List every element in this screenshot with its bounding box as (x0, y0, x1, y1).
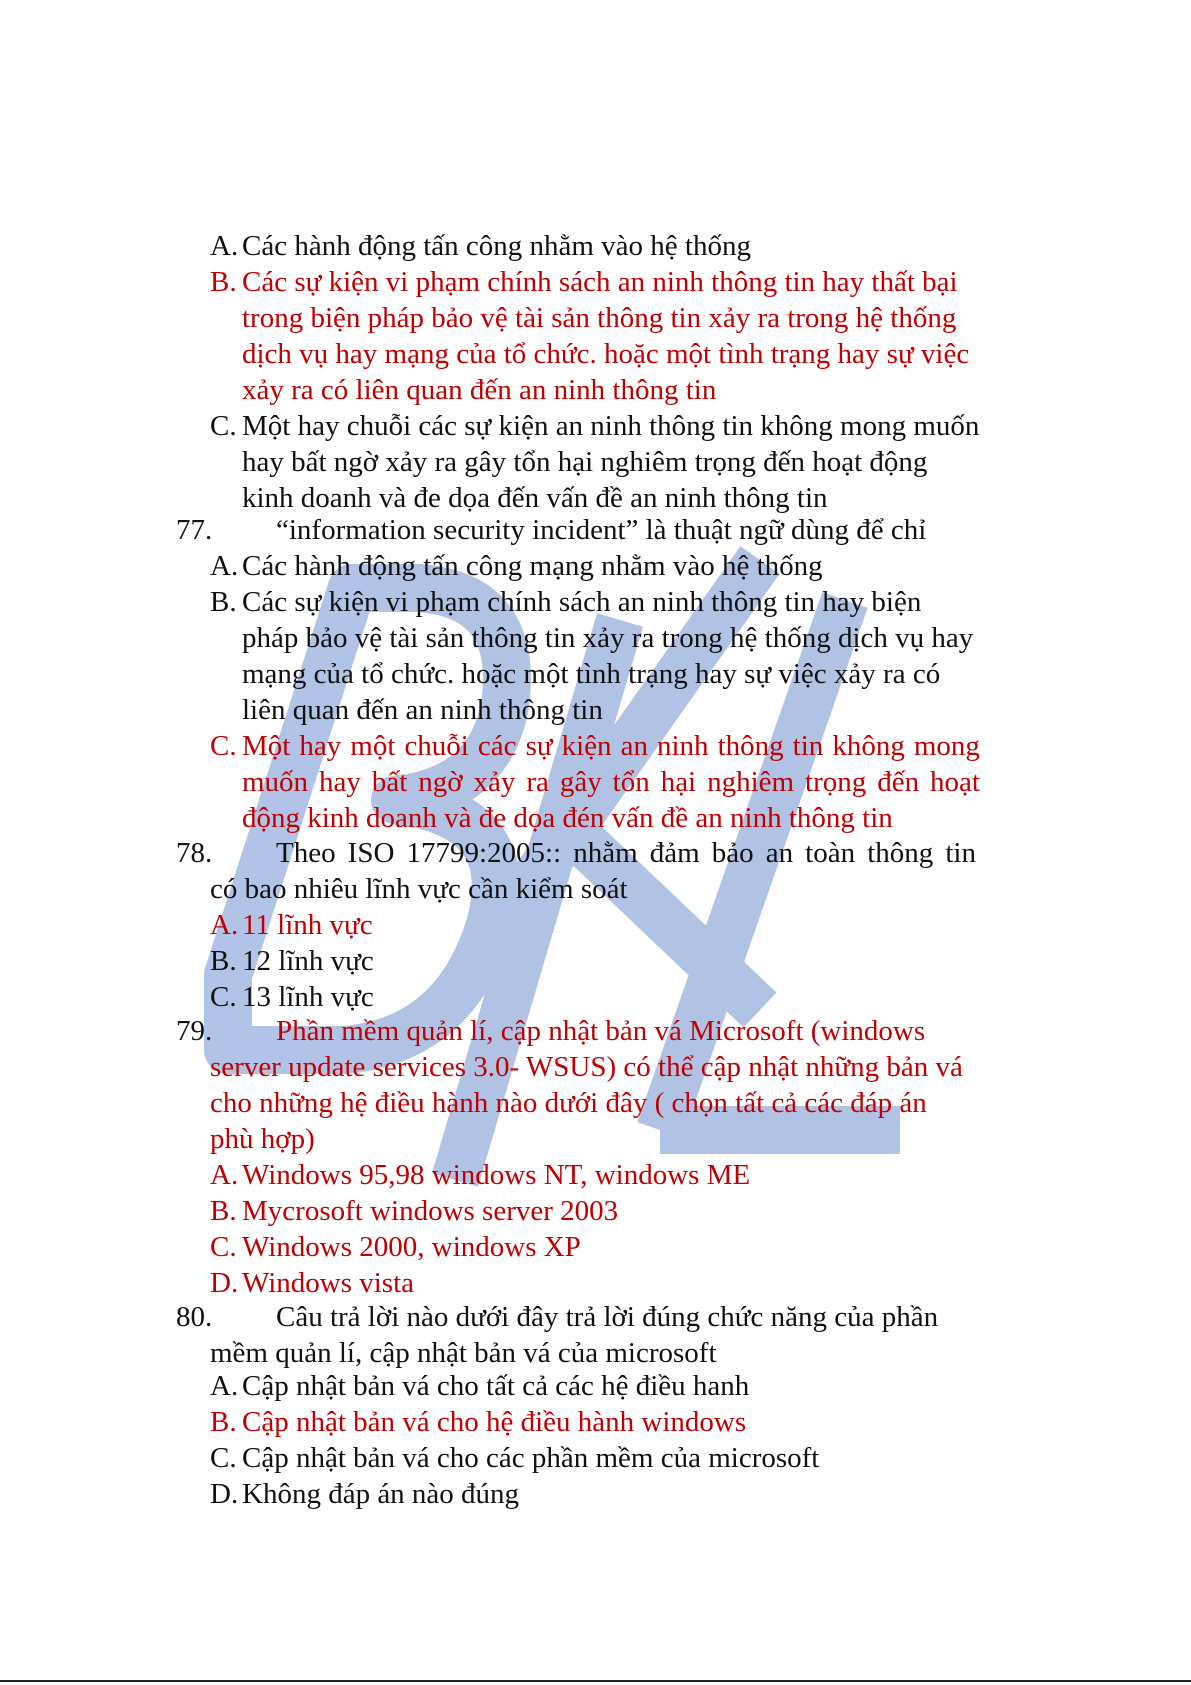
option-text-line: Mycrosoft windows server 2003 (242, 1195, 619, 1227)
option-text-line: dịch vụ hay mạng của tổ chức. hoặc một tình trạng hay sự việc (242, 338, 970, 370)
option-label: C. (210, 1231, 237, 1263)
option-text-line: kinh doanh và đe dọa đến vấn đề an ninh thông tin (242, 482, 828, 514)
option-text-line: 13 lĩnh vực (242, 981, 374, 1013)
option-label: B. (210, 1406, 237, 1438)
question-text-line: phù hợp) (210, 1123, 315, 1155)
question-number: 79. (176, 1015, 213, 1047)
option-text-line: Windows 95,98 windows NT, windows ME (242, 1159, 751, 1191)
question-text-line: “information security incident” là thuật ngữ dùng để chỉ (276, 514, 927, 546)
option-text-line: Một hay chuỗi các sự kiện an ninh thông tin không mong muốn (242, 410, 980, 442)
option-label: A. (210, 1159, 239, 1191)
question-number: 78. (176, 837, 213, 869)
question-text-line: mềm quản lí, cập nhật bản vá của microsoft (210, 1337, 717, 1369)
question-number: 80. (176, 1301, 213, 1333)
option-text-line: xảy ra có liên quan đến an ninh thông tin (242, 374, 717, 406)
option-text-line: Các hành động tấn công nhằm vào hệ thống (242, 230, 751, 262)
option-text-line: muốn hay bất ngờ xảy ra gây tổn hại nghiêm trọng đến hoạt (242, 766, 980, 798)
question-text-line: server update services 3.0- WSUS) có thể cập nhật những bản vá (210, 1051, 963, 1083)
option-text-line: Các sự kiện vi phạm chính sách an ninh thông tin hay biện (242, 586, 922, 618)
option-text-line: Cập nhật bản vá cho hệ điều hành windows (242, 1406, 747, 1438)
option-text-line: mạng của tổ chức. hoặc một tình trạng hay sự việc xảy ra có (242, 658, 941, 690)
option-text-line: Các sự kiện vi phạm chính sách an ninh thông tin hay thất bại (242, 266, 958, 298)
option-text-line: liên quan đến an ninh thông tin (242, 694, 603, 726)
option-text-line: trong biện pháp bảo vệ tài sản thông tin xảy ra trong hệ thống (242, 302, 957, 334)
option-label: D. (210, 1478, 239, 1510)
page-bottom-rule (0, 1680, 1191, 1682)
option-text-line: Các hành động tấn công mạng nhằm vào hệ thống (242, 550, 823, 582)
option-label: A. (210, 230, 239, 262)
option-label: D. (210, 1267, 239, 1299)
option-label: B. (210, 945, 237, 977)
option-label: C. (210, 410, 237, 442)
option-label: C. (210, 1442, 237, 1474)
option-text-line: Một hay một chuỗi các sự kiện an ninh thông tin không mong (242, 730, 980, 762)
option-label: C. (210, 981, 237, 1013)
option-text-line: Không đáp án nào đúng (242, 1478, 520, 1510)
option-text-line: Windows 2000, windows XP (242, 1231, 581, 1263)
option-label: B. (210, 586, 237, 618)
option-text-line: hay bất ngờ xảy ra gây tổn hại nghiêm trọng đến hoạt động (242, 446, 928, 478)
option-text-line: 12 lĩnh vực (242, 945, 374, 977)
option-text-line: Windows vista (242, 1267, 415, 1299)
option-label: B. (210, 1195, 237, 1227)
question-text-line: Phần mềm quản lí, cập nhật bản vá Microsoft (windows (276, 1015, 926, 1047)
option-label: A. (210, 550, 239, 582)
option-label: A. (210, 1370, 239, 1402)
question-text-line: có bao nhiêu lĩnh vực cần kiểm soát (210, 873, 628, 905)
question-text-line: Theo ISO 17799:2005:: nhằm đảm bảo an toàn thông tin (276, 837, 976, 869)
option-text-line: Cập nhật bản vá cho các phần mềm của microsoft (242, 1442, 820, 1474)
question-text-line: cho những hệ điều hành nào dưới đây ( chọn tất cả các đáp án (210, 1087, 927, 1119)
option-label: C. (210, 730, 237, 762)
option-label: A. (210, 909, 239, 941)
question-text-line: Câu trả lời nào dưới đây trả lời đúng chức năng của phần (276, 1301, 939, 1333)
option-text-line: 11 lĩnh vực (242, 909, 373, 941)
option-label: B. (210, 266, 237, 298)
option-text-line: Cập nhật bản vá cho tất cả các hệ điều hanh (242, 1370, 750, 1402)
option-text-line: pháp bảo vệ tài sản thông tin xảy ra trong hệ thống dịch vụ hay (242, 622, 974, 654)
option-text-line: động kinh doanh và đe dọa đén vấn đề an ninh thông tin (242, 802, 893, 834)
question-number: 77. (176, 514, 213, 546)
